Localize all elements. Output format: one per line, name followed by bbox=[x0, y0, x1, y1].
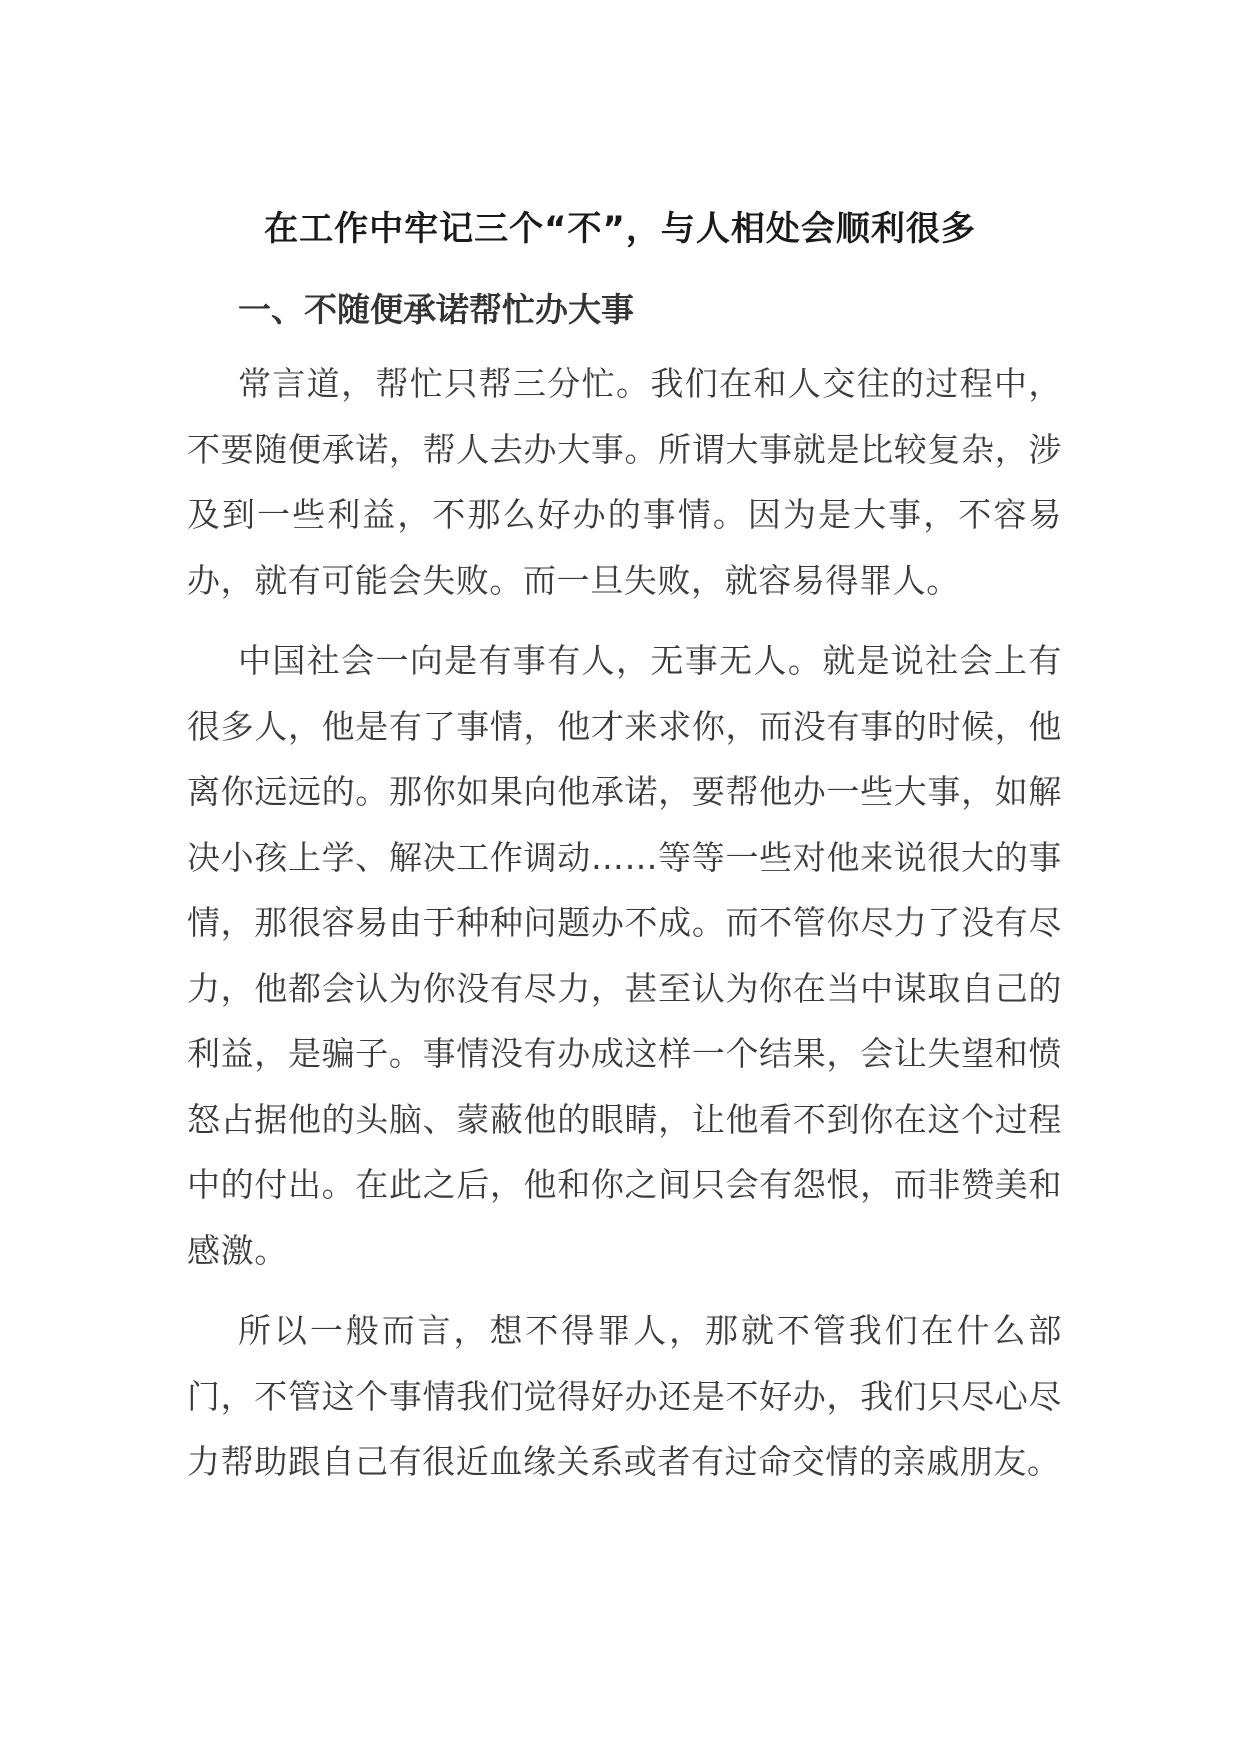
paragraph-1: 常言道，帮忙只帮三分忙。我们在和人交往的过程中，不要随便承诺，帮人去办大事。所谓大事就是比较复杂，涉及到一些利益，不那么好办的事情。因为是大事，不容易办，就有可能会失败。而一旦失败，就容易得罪人。 bbox=[187, 364, 1062, 600]
paragraph-3: 所以一般而言，想不得罪人，那就不管我们在什么部门，不管这个事情我们觉得好办还是不好办，我们只尽心尽力帮助跟自己有很近血缘关系或者有过命交情的亲戚朋友。 bbox=[187, 1311, 1062, 1481]
section-heading: 一、不随便承诺帮忙办大事 bbox=[238, 290, 634, 329]
paragraph-2: 中国社会一向是有事有人，无事无人。就是说社会上有很多人，他是有了事情，他才来求你，而没有事的时候，他离你远远的。那你如果向他承诺，要帮他办一些大事，如解决小孩上学、解决工作调动……等等一些对他来说很大的事情，那很容易由于种种问题办不成。而不管你尽力了没有尽力，他都会认为你没有尽力，甚至认为你在当中谋取自己的利益，是骗子。事情没有办成这样一个结果，会让失望和愤怒占据他的头脑、蒙蔽他的眼睛，让他看不到你在这个过程中的付出。在此之后，他和你之间只会有怨恨，而非赞美和感激。 bbox=[187, 641, 1062, 1270]
document-body bbox=[187, 285, 1062, 1510]
document-title: 在工作中牢记三个“不”，与人相处会顺利很多 bbox=[264, 209, 976, 249]
